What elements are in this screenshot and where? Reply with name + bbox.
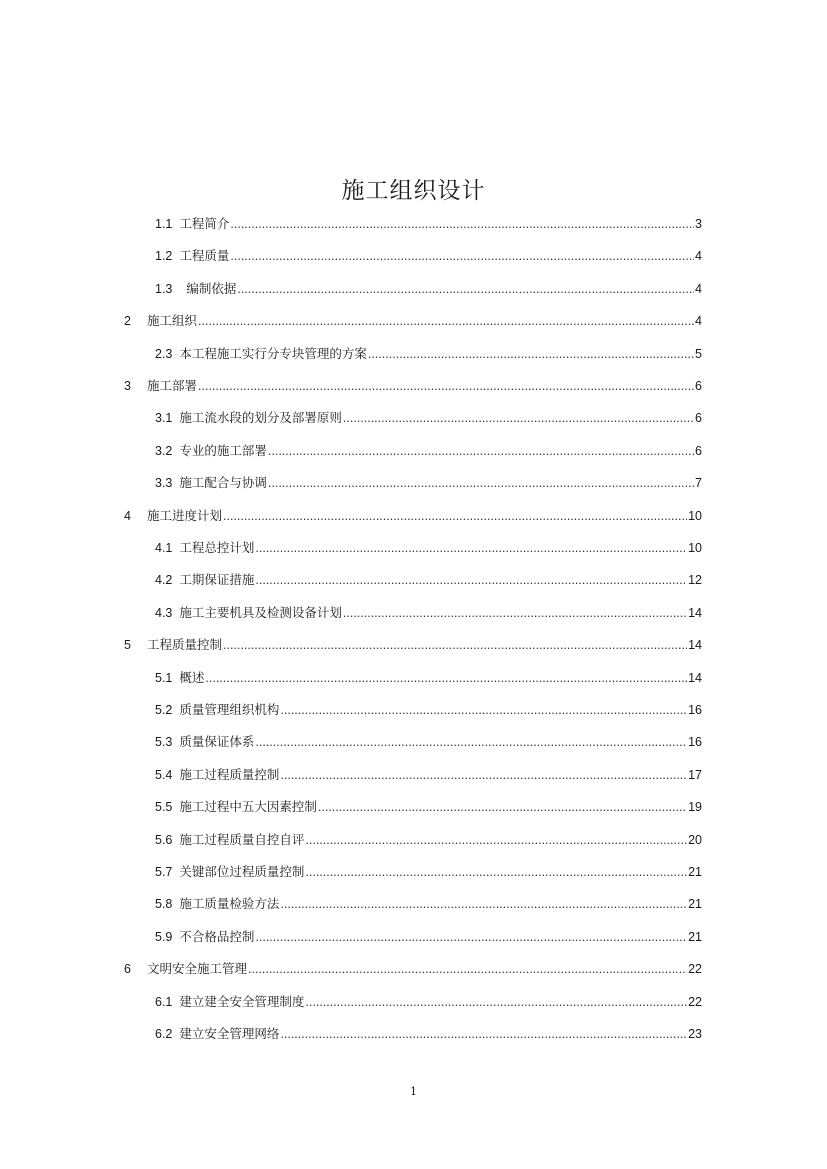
toc-leader-dots bbox=[280, 700, 687, 720]
toc-title: 工期保证措施 bbox=[179, 573, 255, 588]
toc-leader-dots bbox=[268, 473, 694, 493]
toc-number: 5.7 bbox=[155, 865, 173, 879]
toc-entry[interactable] bbox=[155, 344, 702, 364]
toc-title: 编制依据 bbox=[179, 281, 237, 296]
toc-leader-dots bbox=[280, 765, 687, 785]
toc-page-number: 3 bbox=[695, 217, 702, 231]
toc-leader-dots bbox=[318, 797, 687, 817]
toc-leader-dots bbox=[255, 538, 687, 558]
toc-number: 1.3 bbox=[155, 281, 173, 296]
toc-number: 2.3 bbox=[155, 346, 173, 361]
toc-number: 5.5 bbox=[155, 800, 173, 815]
toc-title: 施工过程质量自控自评 bbox=[179, 832, 305, 847]
toc-number: 1.2 bbox=[155, 249, 173, 264]
toc-number: 4.1 bbox=[155, 541, 173, 555]
toc-leader-dots bbox=[198, 376, 694, 396]
toc-leader-dots bbox=[223, 506, 687, 526]
toc-number: 5.3 bbox=[155, 735, 173, 750]
page-number: 1 bbox=[410, 1085, 417, 1098]
toc-number: 5.6 bbox=[155, 832, 173, 847]
toc-entry[interactable] bbox=[155, 1024, 702, 1044]
toc-title: 施工组织 bbox=[147, 314, 198, 329]
toc-leader-dots bbox=[368, 344, 694, 364]
toc-number: 5.4 bbox=[155, 767, 173, 782]
toc-number: 5.9 bbox=[155, 929, 173, 944]
toc-entry[interactable] bbox=[155, 797, 702, 817]
toc-leader-dots bbox=[230, 214, 694, 234]
toc-page-number: 23 bbox=[688, 1027, 702, 1041]
toc-page-number: 14 bbox=[688, 605, 702, 620]
toc-page-number: 21 bbox=[688, 929, 702, 944]
toc-title: 关键部位过程质量控制 bbox=[179, 865, 305, 879]
toc-title: 建立建全安全管理制度 bbox=[179, 994, 305, 1009]
toc-title: 工程总控计划 bbox=[179, 541, 255, 555]
toc-title: 本工程施工实行分专块管理的方案 bbox=[179, 346, 367, 361]
toc-entry[interactable] bbox=[155, 441, 702, 461]
toc-entry[interactable] bbox=[155, 992, 702, 1012]
toc-page-number: 4 bbox=[695, 249, 702, 264]
toc-entry[interactable] bbox=[155, 408, 702, 428]
toc-title: 工程质量 bbox=[179, 249, 230, 264]
toc-entry[interactable] bbox=[155, 732, 702, 752]
toc-page-number: 21 bbox=[688, 897, 702, 912]
toc-leader-dots bbox=[237, 279, 694, 299]
toc-number: 4.2 bbox=[155, 573, 173, 588]
toc-page-number: 10 bbox=[688, 541, 702, 555]
toc-number: 3.2 bbox=[155, 443, 173, 458]
toc-number: 6.1 bbox=[155, 994, 173, 1009]
toc-entry[interactable] bbox=[155, 862, 702, 882]
toc-page-number: 14 bbox=[688, 670, 702, 685]
toc-leader-dots bbox=[305, 830, 687, 850]
toc-title: 文明安全施工管理 bbox=[147, 962, 248, 977]
toc-leader-dots bbox=[255, 570, 687, 590]
toc-entry[interactable] bbox=[155, 570, 702, 590]
toc-entry[interactable] bbox=[155, 279, 702, 299]
toc-page-number: 10 bbox=[688, 508, 702, 523]
toc-title: 不合格品控制 bbox=[179, 929, 255, 944]
toc-page-number: 20 bbox=[688, 832, 702, 847]
toc-leader-dots bbox=[255, 732, 687, 752]
toc-entry[interactable] bbox=[155, 538, 702, 558]
toc-leader-dots bbox=[343, 603, 687, 623]
toc-page-number: 6 bbox=[695, 379, 702, 393]
toc-number: 3.3 bbox=[155, 476, 173, 491]
toc-page-number: 21 bbox=[688, 865, 702, 879]
toc-leader-dots bbox=[280, 894, 687, 914]
toc-page-number: 22 bbox=[688, 994, 702, 1009]
toc-entry[interactable] bbox=[124, 635, 702, 655]
toc-page-number: 22 bbox=[688, 962, 702, 977]
toc-title: 施工部署 bbox=[147, 379, 198, 393]
toc-entry[interactable] bbox=[155, 830, 702, 850]
toc-entry[interactable] bbox=[124, 959, 702, 979]
toc-entry[interactable] bbox=[124, 311, 702, 331]
toc-entry[interactable] bbox=[124, 376, 702, 396]
toc-title: 专业的施工部署 bbox=[179, 443, 267, 458]
toc-leader-dots bbox=[248, 959, 687, 979]
toc-page-number: 16 bbox=[688, 703, 702, 717]
toc-entry[interactable] bbox=[155, 927, 702, 947]
toc-number: 4 bbox=[124, 508, 131, 523]
toc-title: 工程质量控制 bbox=[147, 638, 223, 653]
toc-page-number: 5 bbox=[695, 346, 702, 361]
toc-entry[interactable] bbox=[155, 214, 702, 234]
toc-leader-dots bbox=[255, 927, 687, 947]
toc-entry[interactable] bbox=[155, 765, 702, 785]
toc-entry[interactable] bbox=[155, 603, 702, 623]
toc-title: 施工过程中五大因素控制 bbox=[179, 800, 317, 815]
toc-leader-dots bbox=[305, 862, 687, 882]
toc-number: 5.8 bbox=[155, 897, 173, 912]
toc-leader-dots bbox=[198, 311, 694, 331]
toc-page-number: 14 bbox=[688, 638, 702, 653]
toc-title: 施工流水段的划分及部署原则 bbox=[179, 411, 342, 426]
toc-title: 概述 bbox=[179, 670, 205, 685]
toc-number: 1.1 bbox=[155, 217, 173, 231]
toc-number: 5 bbox=[124, 638, 131, 653]
toc-title: 施工进度计划 bbox=[147, 508, 223, 523]
toc-number: 4.3 bbox=[155, 605, 173, 620]
toc-entry[interactable] bbox=[155, 246, 702, 266]
toc-page-number: 6 bbox=[695, 443, 702, 458]
toc-title: 施工主要机具及检测设备计划 bbox=[179, 605, 342, 620]
toc-entry[interactable] bbox=[155, 894, 702, 914]
toc-leader-dots bbox=[205, 668, 687, 688]
toc-page-number: 17 bbox=[688, 767, 702, 782]
toc-number: 3.1 bbox=[155, 411, 173, 426]
toc-leader-dots bbox=[343, 408, 694, 428]
toc-number: 6.2 bbox=[155, 1027, 173, 1041]
toc-title: 施工过程质量控制 bbox=[179, 767, 280, 782]
toc-number: 5.1 bbox=[155, 670, 173, 685]
toc-leader-dots bbox=[305, 992, 687, 1012]
toc-leader-dots bbox=[268, 441, 694, 461]
toc-page-number: 4 bbox=[695, 281, 702, 296]
toc-leader-dots bbox=[230, 246, 694, 266]
toc-entry[interactable] bbox=[155, 700, 702, 720]
toc-title: 施工质量检验方法 bbox=[179, 897, 280, 912]
toc-number: 3 bbox=[124, 379, 131, 393]
toc-page-number: 16 bbox=[688, 735, 702, 750]
toc-page-number: 7 bbox=[695, 476, 702, 491]
toc-title: 工程简介 bbox=[179, 217, 230, 231]
toc-page-number: 12 bbox=[688, 573, 702, 588]
toc-number: 5.2 bbox=[155, 703, 173, 717]
toc-page-number: 19 bbox=[688, 800, 702, 815]
page-title: 施工组织设计 bbox=[341, 178, 486, 204]
toc-title: 质量保证体系 bbox=[179, 735, 255, 750]
toc-entry[interactable] bbox=[124, 506, 702, 526]
toc-entry[interactable] bbox=[155, 473, 702, 493]
toc-page-number: 6 bbox=[695, 411, 702, 426]
toc-title: 质量管理组织机构 bbox=[179, 703, 280, 717]
toc-title: 施工配合与协调 bbox=[179, 476, 267, 491]
toc-leader-dots bbox=[223, 635, 687, 655]
toc-entry[interactable] bbox=[155, 668, 702, 688]
toc-number: 2 bbox=[124, 314, 131, 329]
toc-title: 建立安全管理网络 bbox=[179, 1027, 280, 1041]
toc-leader-dots bbox=[280, 1024, 687, 1044]
toc-page-number: 4 bbox=[695, 314, 702, 329]
toc-number: 6 bbox=[124, 962, 131, 977]
